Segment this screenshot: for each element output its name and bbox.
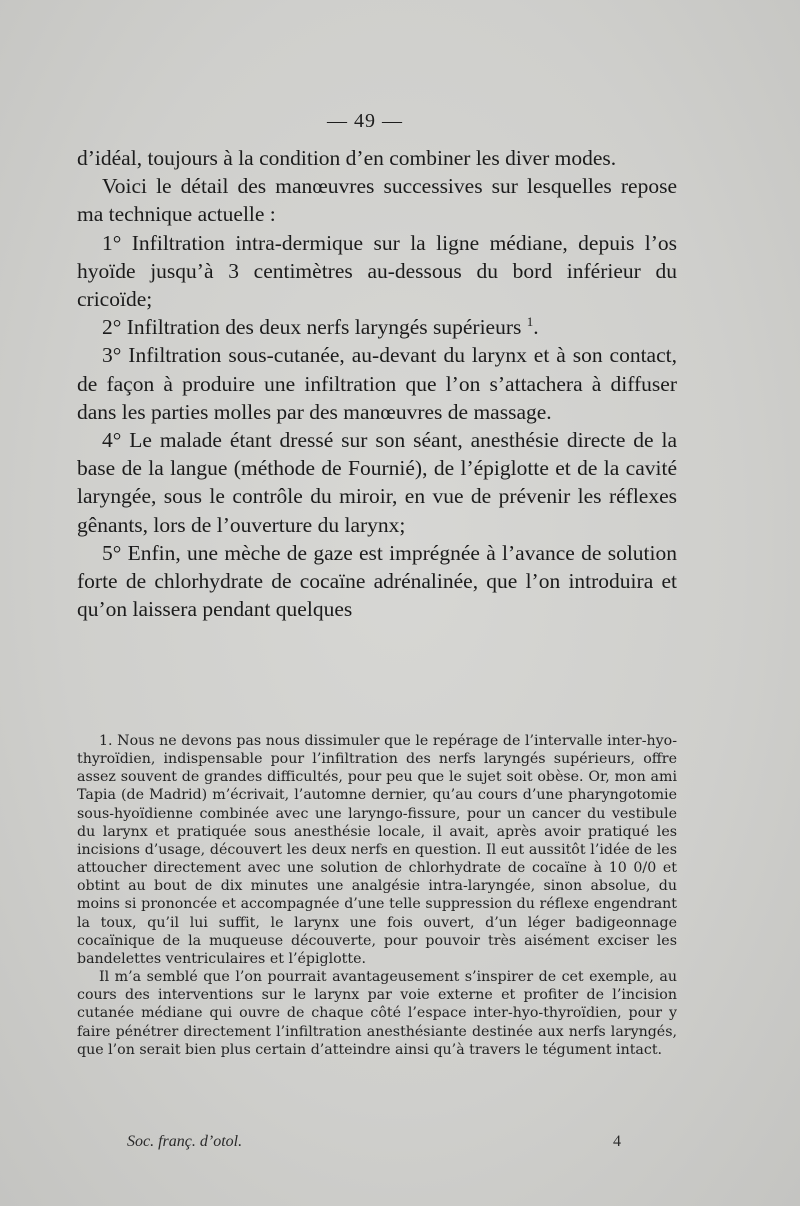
- signature-mark: Soc. franç. d’otol.: [127, 1133, 243, 1150]
- list-item-3: 3° Infiltration sous-cutanée, au-devant du larynx et à son contact, de façon à produire une infiltration que l’on s’attachera à diffuser dans les parties molles par des manœuvres de massage.: [77, 343, 677, 424]
- list-item-text: 2° Infiltration des deux nerfs laryngés supérieurs: [102, 315, 522, 340]
- footnote-1: 1. Nous ne devons pas nous dissimuler que le repérage de l’intervalle inter-hyo-thyroïdien, indispensable pour l’infiltration des nerfs laryngés supérieurs, offre assez souvent de grandes difficultés, pour peu que le sujet soit obèse. Or, mon ami Tapia (de Madrid) m’écrivait, l’automne dernier, qu’au cours d’une pharyngotomie sous-hyoïdienne combinée avec une laryngo-fissure, pour un cancer du vestibule du larynx et pratiquée sous anesthésie locale, il avait, après avoir pratiqué les incisions d’usage, découvert les deux nerfs en question. Il eut aussitôt l’idée de les attoucher directement avec une solution de chlorhydrate de cocaïne à 10 0/0 et obtint au bout de dix minutes une analgésie intra-laryngée, sinon absolue, du moins si prononcée et accompagnée d’une telle suppression du réflexe engendrant la toux, qu’il lui suffit, le larynx une fois ouvert, d’un léger badigeonnage cocaïnique de la muqueuse découverte, pour pouvoir très aisément exciser les bandelettes ventriculaires et l’épiglotte.: [77, 733, 677, 967]
- list-item-1: 1° Infiltration intra-dermique sur la ligne médiane, depuis l’os hyoïde jusqu’à 3 centimètres au-dessous du bord inférieur du cricoïde;: [77, 230, 677, 312]
- main-text: [77, 144, 677, 623]
- footnote-continuation: Il m’a semblé que l’on pourrait avantageusement s’inspirer de cet exemple, au cours des interventions sur le larynx par voie externe et profiter de l’incision cutanée médiane qui ouvre de chaque côté l’espace inter-hyo-thyroïdien, pour y faire pénétrer directement l’infiltration anesthésiante destinée aux nerfs laryngés, que l’on serait bien plus certain d’atteindre ainsi qu’à travers le tégument intact.: [77, 969, 677, 1058]
- paragraph: Voici le détail des manœuvres successives sur lesquelles repose ma technique actuelle :: [77, 174, 677, 227]
- footnotes: [77, 732, 677, 1059]
- list-item-4: 4° Le malade étant dressé sur son séant, anesthésie directe de la base de la langue (méthode de Fournié), de l’épiglotte et de la cavité laryngée, sous le contrôle du miroir, en vue de prévenir les réflexes gênants, lors de l’ouverture du larynx;: [77, 428, 677, 537]
- signature-number: 4: [613, 1133, 621, 1150]
- list-item-2: [77, 313, 677, 341]
- footnote-reference: 1: [526, 314, 534, 330]
- list-item-end: .: [533, 315, 539, 340]
- list-item-5: 5° Enfin, une mèche de gaze est imprégnée à l’avance de solution forte de chlorhydrate de cocaïne adrénalinée, que l’on introduira et qu’on laissera pendant quelques: [77, 540, 677, 622]
- page-number: — 49 —: [327, 110, 403, 132]
- paragraph: d’idéal, toujours à la condition d’en combiner les diver modes.: [77, 146, 617, 170]
